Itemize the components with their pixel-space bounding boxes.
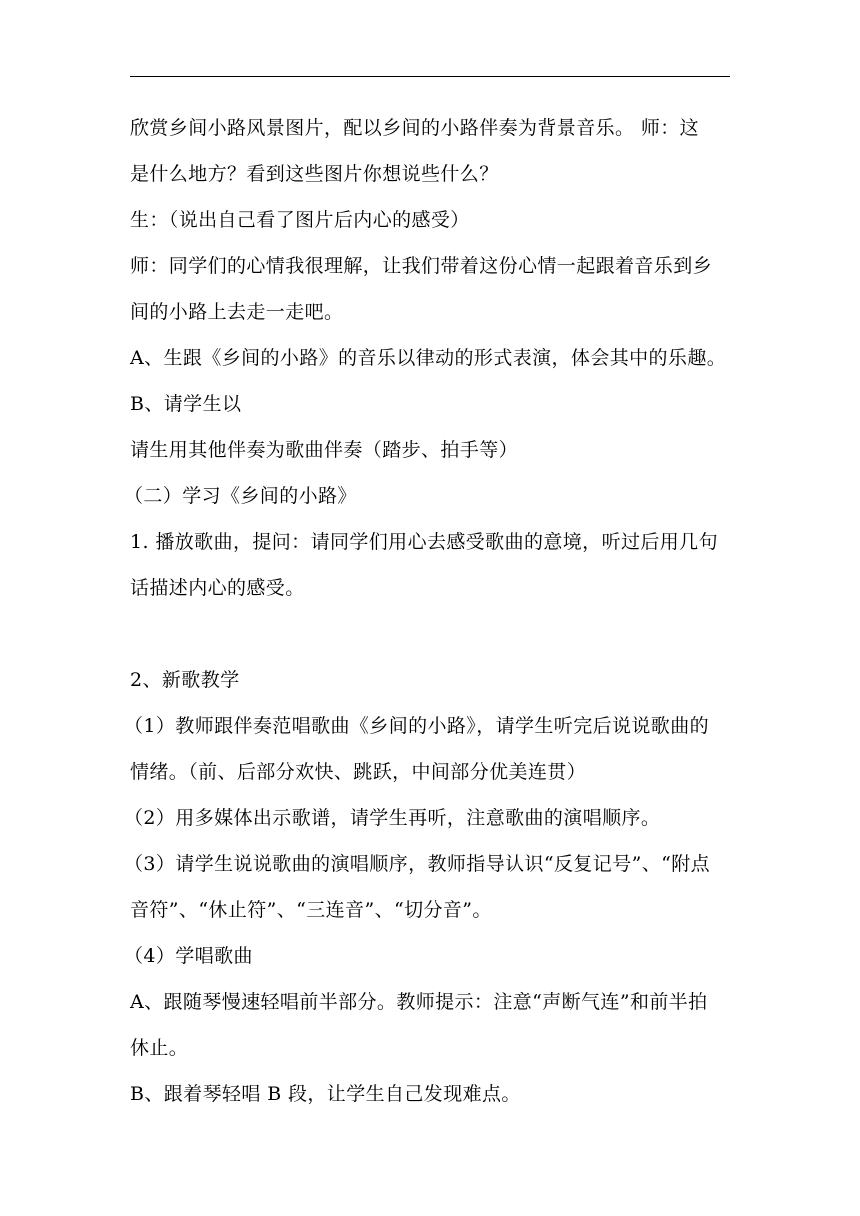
paragraph-line: 情绪。（前、后部分欢快、跳跃，中间部分优美连贯）	[130, 761, 587, 783]
paragraph-line: A、生跟《乡间的小路》的音乐以律动的形式表演，体会其中的乐趣。	[130, 347, 727, 369]
document-body	[124, 110, 730, 1122]
section-heading: （二）学习《乡间的小路》	[124, 485, 357, 507]
paragraph-line: 间的小路上去走一走吧。	[130, 301, 344, 323]
paragraph-line: （1）教师跟伴奏范唱歌曲《乡间的小路》，请学生听完后说说歌曲的	[124, 715, 709, 737]
blank-line	[130, 616, 730, 652]
paragraph-line: 音符”、“休止符”、“三连音”、“切分音”。	[130, 899, 492, 921]
paragraph-line: （4）学唱歌曲	[124, 945, 253, 967]
paragraph-line: 话描述内心的感受。	[130, 577, 305, 599]
section-heading: 2、新歌教学	[130, 669, 240, 691]
paragraph-line: （2）用多媒体出示歌谱，请学生再听，注意歌曲的演唱顺序。	[124, 807, 661, 829]
header-rule	[130, 76, 730, 77]
paragraph-line: 是什么地方？看到这些图片你想说些什么？	[130, 163, 499, 185]
paragraph-line: 师：同学们的心情我很理解，让我们带着这份心情一起跟着音乐到乡	[130, 255, 713, 277]
paragraph-line: 请生用其他伴奏为歌曲伴奏（踏步、拍手等）	[130, 439, 519, 461]
paragraph-line: B、请学生以	[130, 393, 242, 415]
paragraph-line: 生：（说出自己看了图片后内心的感受）	[130, 209, 470, 231]
paragraph-line: （3）请学生说说歌曲的演唱顺序，教师指导认识“反复记号”、“附点	[124, 853, 711, 875]
paragraph-line: A、跟随琴慢速轻唱前半部分。教师提示：注意“声断气连”和前半拍	[130, 991, 708, 1013]
paragraph-line: B、跟着琴轻唱 B 段，让学生自己发现难点。	[130, 1083, 521, 1105]
paragraph-line: 休止。	[130, 1037, 189, 1059]
paragraph-line: 欣赏乡间小路风景图片，配以乡间的小路伴奏为背景音乐。 师：这	[130, 117, 700, 139]
paragraph-line: 1. 播放歌曲，提问：请同学们用心去感受歌曲的意境，听过后用几句	[130, 531, 718, 553]
